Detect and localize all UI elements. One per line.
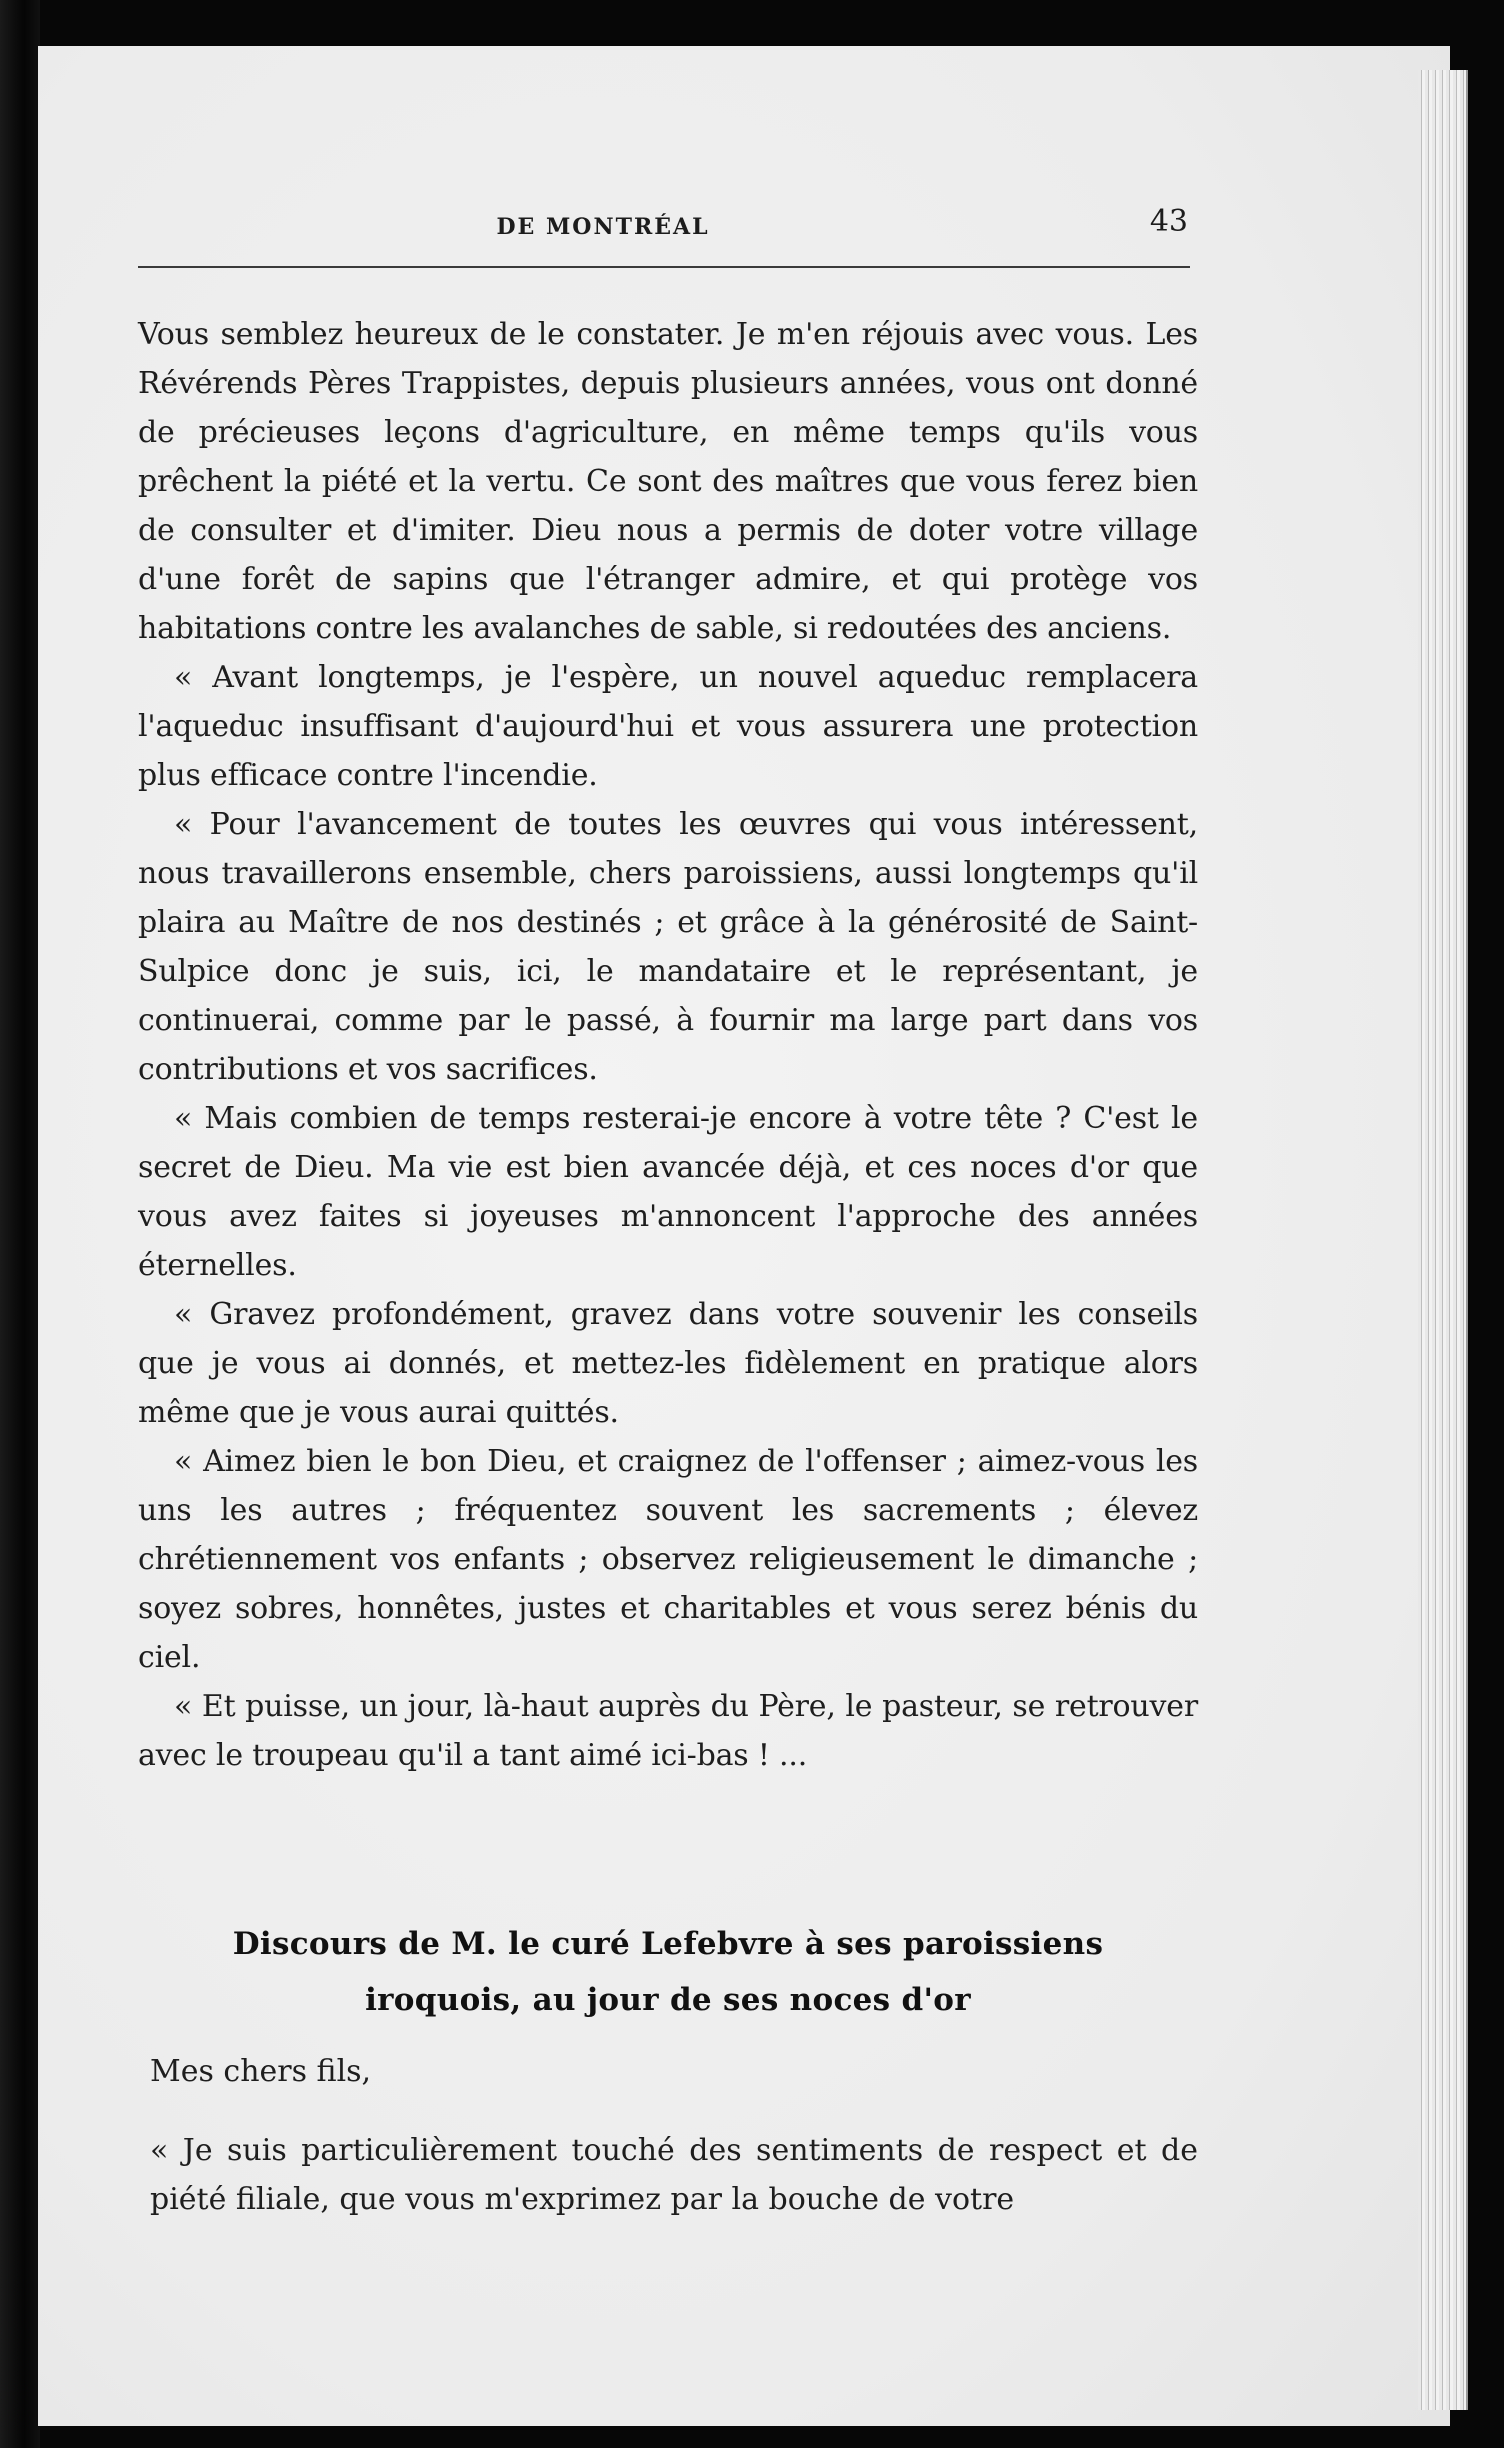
header-rule [138,266,1190,268]
paragraph: « Gravez profondément, gravez dans votre souvenir les conseils que je vous ai donnés, et mettez-les fidèlement en pratique alors même que je vous aurai quittés. [138,1297,1198,1430]
book-page [38,46,1450,2426]
paragraph: « Je suis particulièrement touché des sentiments de respect et de piété filiale, que vous m'exprimez par la bouche de votre [150,2133,1198,2217]
paragraph: « Aimez bien le bon Dieu, et craignez de l'offenser ; aimez-vous les uns les autres ; fréquentez souvent les sacrements ; élevez chrétiennement vos enfants ; observez religieusement le dimanche ; soyez sobres, honnêtes, justes et charitables et vous serez bénis du ciel. [138,1444,1198,1675]
book-spine-edge [0,0,40,2448]
section-opening [150,2126,1198,2224]
paragraph: Vous semblez heureux de le constater. Je m'en réjouis avec vous. Les Révérends Pères Trappistes, depuis plusieurs années, vous ont donné de précieuses leçons d'agriculture, en même temps qu'ils vous prêchent la piété et la vertu. Ce sont des maîtres que vous ferez bien de consulter et d'imiter. Dieu nous a permis de doter votre village d'une forêt de sapins que l'étranger admire, et qui protège vos habitations contre les avalanches de sable, si redoutées des anciens. [138,317,1198,646]
section-heading-line: iroquois, au jour de ses noces d'or [365,1982,971,2018]
section-heading-line: Discours de M. le curé Lefebvre à ses paroissiens [232,1926,1104,1962]
paragraph: « Avant longtemps, je l'espère, un nouvel aqueduc remplacera l'aqueduc insuffisant d'aujourd'hui et vous assurera une protection plus efficace contre l'incendie. [138,660,1198,793]
paragraph: « Et puisse, un jour, là-haut auprès du Père, le pasteur, se retrouver avec le troupeau qu'il a tant aimé ici-bas ! ... [138,1689,1198,1773]
section-heading [138,1916,1198,2028]
page-edges [1418,70,1468,2410]
running-title: DE MONTRÉAL [496,214,710,240]
paragraph: « Mais combien de temps resterai-je encore à votre tête ? C'est le secret de Dieu. Ma vie est bien avancée déjà, et ces noces d'or que vous avez faites si joyeuses m'annoncent l'approche des années éternelles. [138,1101,1198,1283]
paragraph: « Pour l'avancement de toutes les œuvres qui vous intéressent, nous travaillerons ensemble, chers paroissiens, aussi longtemps qu'il plaira au Maître de nos destinés ; et grâce à la générosité de Saint-Sulpice donc je suis, ici, le mandataire et le représentant, je continuerai, comme par le passé, à fournir ma large part dans vos contributions et vos sacrifices. [138,807,1198,1087]
running-header [98,204,1238,244]
page-content [98,46,1238,2426]
page-number: 43 [1149,204,1188,239]
salutation: Mes chers fils, [150,2054,372,2089]
body-text [138,310,1198,1780]
